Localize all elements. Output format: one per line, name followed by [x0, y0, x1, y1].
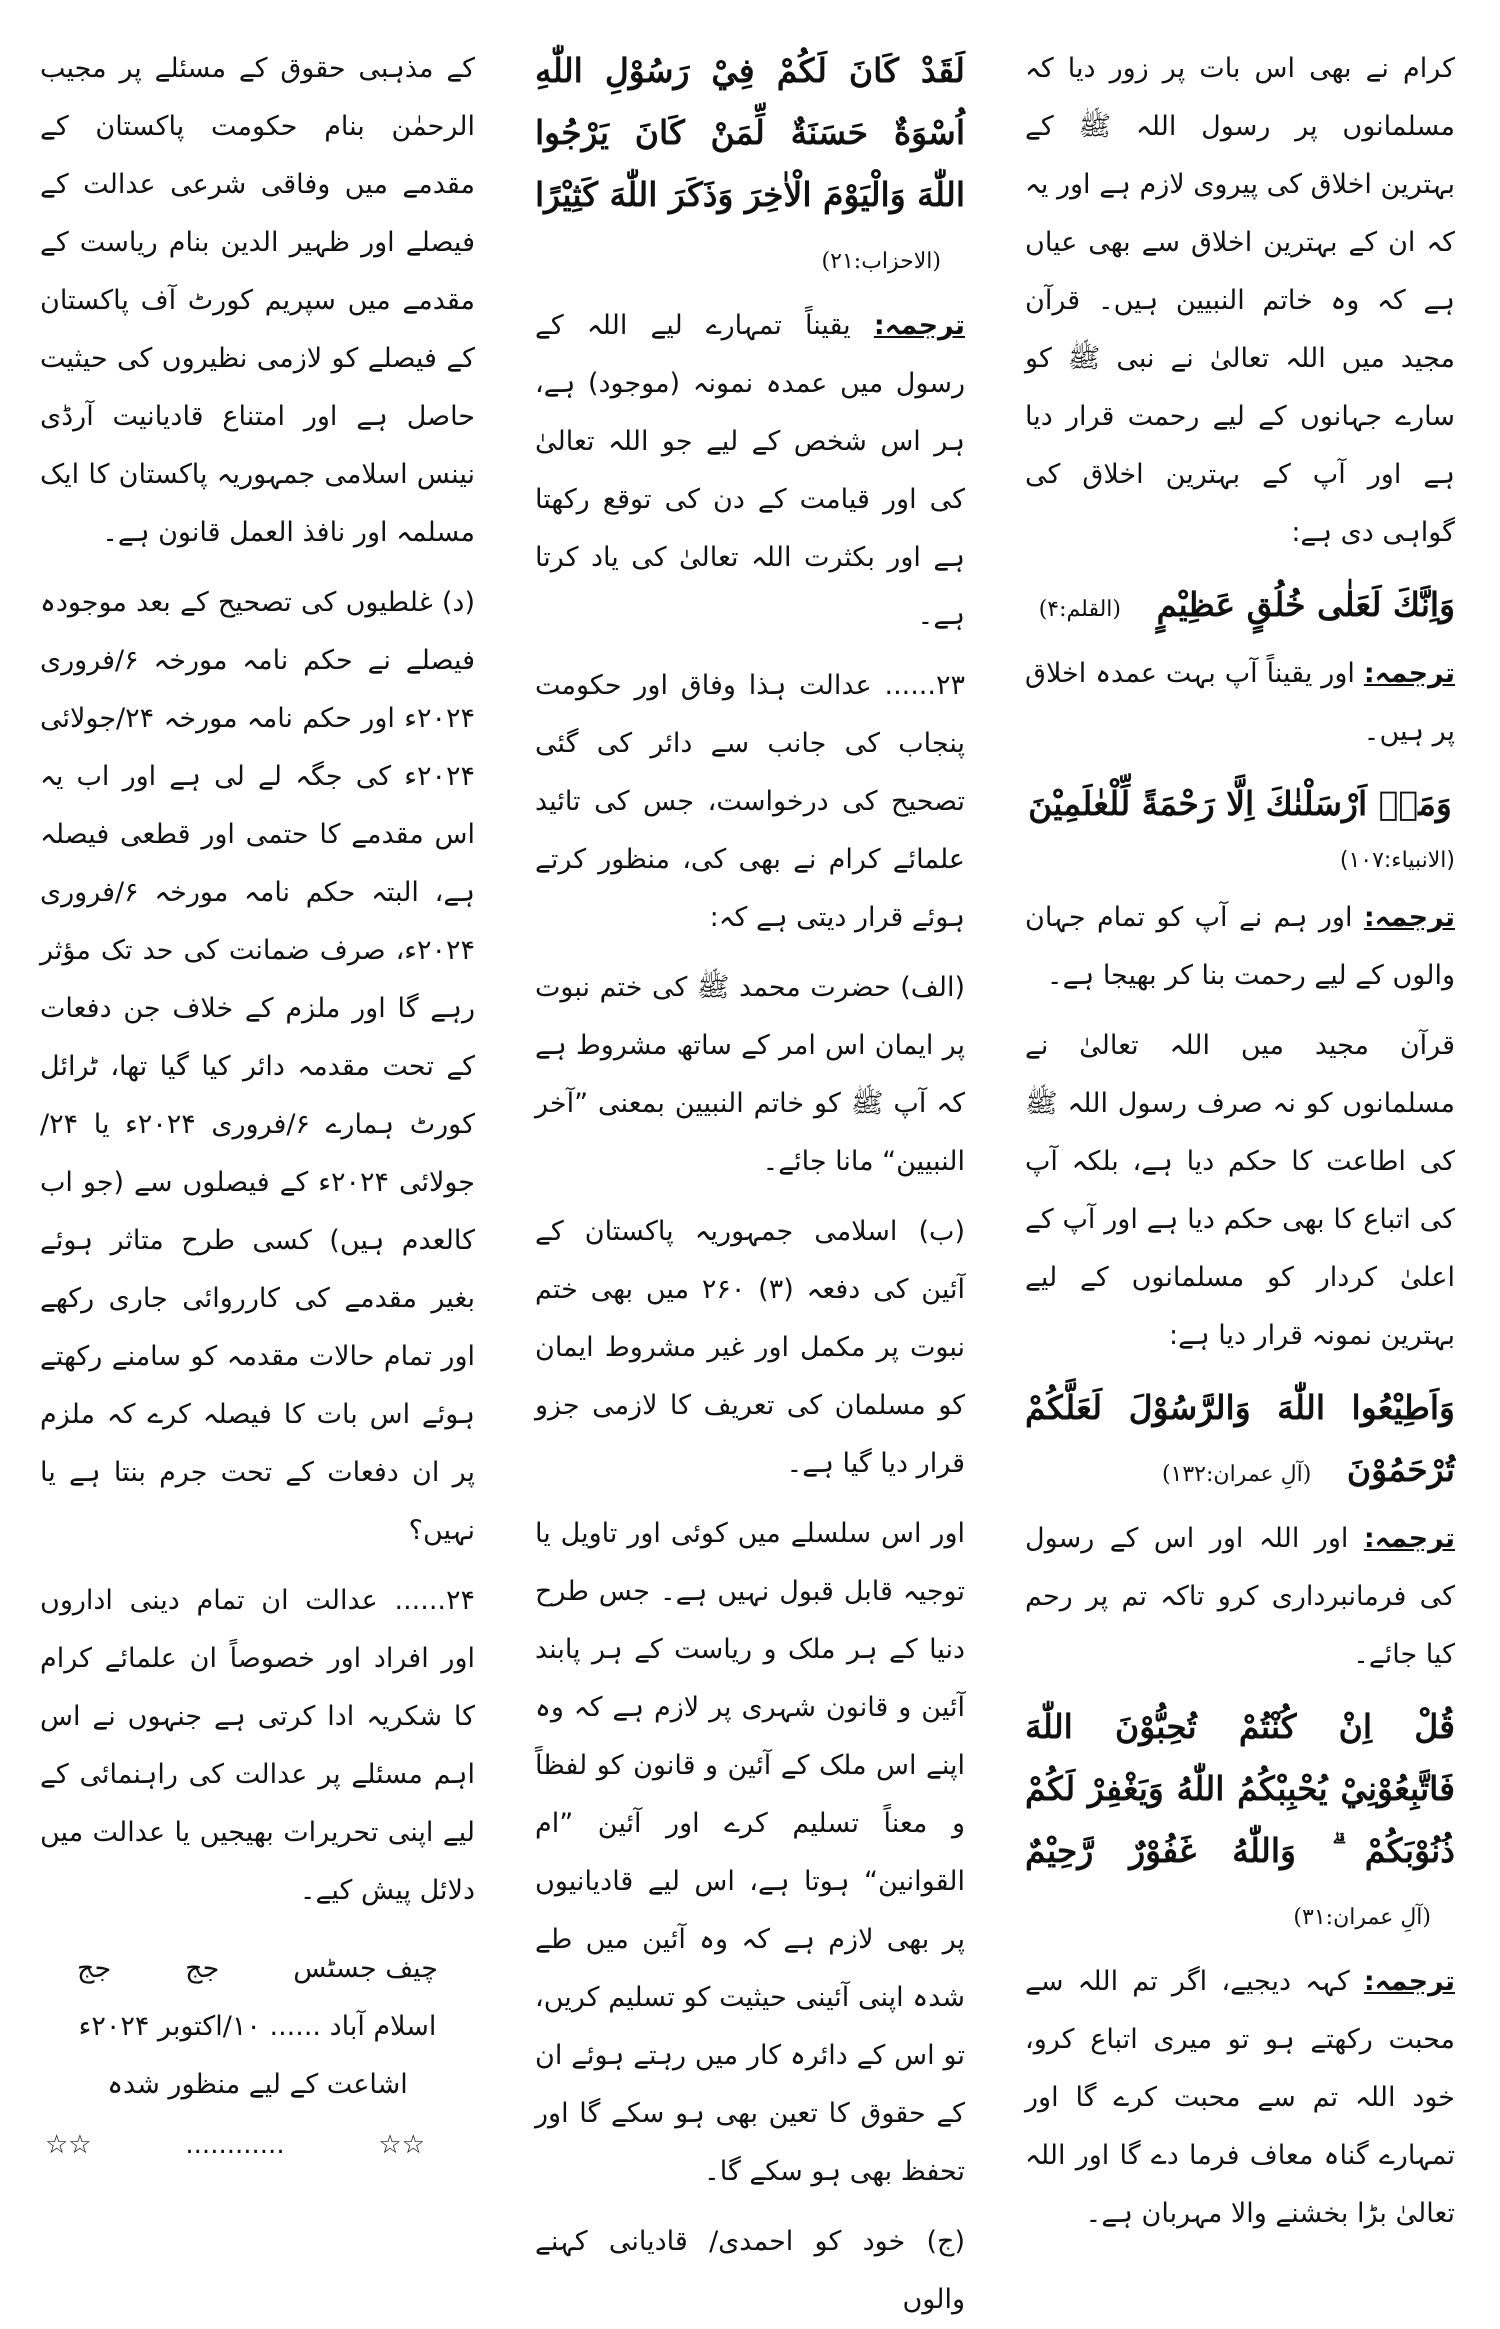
stars-icon: ☆☆: [378, 2130, 425, 2160]
paragraph-24: ۲۴...... عدالت ان تمام دینی اداروں اور افراد اور خصوصاً ان علمائے کرام کا شکریہ ادا کرتی ہے جنہوں نے اس اہم مسئلے پر عدالت کی راہنمائی کے لیے اپنی تحریرات بھیجیں یا عدالت میں دلائل پیش کیے۔: [40, 1585, 475, 1906]
translation-text: یقیناً تمہارے لیے اللہ کے رسول میں عمدہ نمونہ (موجود) ہے، ہر اس شخص کے لیے جو اللہ تعالیٰ کی اور قیامت کے دن کی توقع رکھتا ہے اور بکثرت اللہ تعالیٰ کی یاد کرتا ہے۔: [535, 310, 965, 631]
clause-daal: (د) غلطیوں کی تصحیح کے بعد موجودہ فیصلے نے حکم نامہ مورخہ ۶/فروری ۲۰۲۴ء اور حکم نامہ مورخہ ۲۴/جولائی ۲۰۲۴ء کی جگہ لے لی ہے اور اب یہ اس مقدمے کا حتمی اور قطعی فیصلہ ہے، البتہ حکم نامہ مورخہ ۶/فروری ۲۰۲۴ء، صرف ضمانت کی حد تک مؤثر رہے گا اور ملزم کے خلاف جن دفعات کے تحت مقدمہ دائر کیا گیا تھا، ٹرائل کورٹ ہمارے ۶/فروری ۲۰۲۴ء یا ۲۴/جولائی ۲۰۲۴ء کے فیصلوں سے (جو اب کالعدم ہیں) کسی طرح متاثر ہوئے بغیر مقدمے کی کارروائی جاری رکھے اور تمام حالات مقدمہ کو سامنے رکھتے ہوئے اس بات کا فیصلہ کرے کہ ملزم پر ان دفعات کے تحت جرم بنتا ہے یا نہیں؟: [40, 587, 475, 1546]
verse-text: قُلْ اِنْ كُنْتُمْ تُحِبُّوْنَ اللّٰهَ فَاتَّبِعُوْنِيْ يُحْبِبْكُمُ اللّٰهُ وَيَغْفِرْ لَكُمْ ذُنُوْبَكُمْ ۗ وَاللّٰهُ غَفُوْرٌ رَّحِيْمٌ: [1025, 1707, 1455, 1870]
translation-label: ترجمہ:: [1363, 1966, 1455, 1997]
dots-divider: ............: [185, 2130, 285, 2160]
translation: [535, 297, 965, 645]
column-right: [1025, 40, 1455, 2229]
paragraph: کے مذہبی حقوق کے مسئلے پر مجیب الرحمٰن بنام حکومت پاکستان کے مقدمے میں وفاقی شرعی عدالت کے فیصلے اور ظہیر الدین بنام ریاست کے مقدمے میں سپریم کورٹ آف پاکستان کے فیصلے کو لازمی نظیروں کی حیثیت حاصل ہے اور امتناع قادیانیت آرڈی نینس اسلامی جمہوریہ پاکستان کا ایک مسلمہ اور نافذ العمل قانون ہے۔: [40, 53, 475, 548]
translation-text: اور ہم نے آپ کو تمام جہان والوں کے لیے رحمت بنا کر بھیجا ہے۔: [1025, 902, 1455, 991]
quran-verse: [535, 40, 965, 293]
paragraph: قرآن مجید میں اللہ تعالیٰ نے مسلمانوں کو نہ صرف رسول اللہ ﷺ کی اطاعت کا حکم دیا ہے، بلکہ آپ کی اتباع کا بھی حکم دیا ہے اور آپ کے اعلیٰ کردار کو مسلمانوں کے لیے بہترین نمونہ قرار دیا ہے:: [1025, 1030, 1455, 1351]
translation-label: ترجمہ:: [1363, 902, 1455, 933]
quran-verse: [1025, 1377, 1455, 1506]
verse-reference: (الاحزاب:۲۱): [821, 249, 941, 274]
paragraph: کرام نے بھی اس بات پر زور دیا کہ مسلمانوں پر رسول اللہ ﷺ کے بہترین اخلاق کی پیروی لازم ہے اور یہ کہ ان کے بہترین اخلاق سے بھی عیاں ہے کہ وہ خاتم النبیین ہیں۔ قرآن مجید میں اللہ تعالیٰ نے نبی ﷺ کو سارے جہانوں کے لیے رحمت قرار دیا ہے اور آپ کے بہترین اخلاق کی گواہی دی ہے:: [1025, 53, 1455, 548]
translation-text: اور یقیناً آپ بہت عمدہ اخلاق پر ہیں۔: [1025, 658, 1455, 747]
verse-reference: (الانبیاء:۱۰۷): [1339, 848, 1455, 873]
verse-text: وَاِنَّكَ لَعَلٰى خُلُقٍ عَظِيْمٍ: [1156, 585, 1455, 624]
clause-alif: (الف) حضرت محمد ﷺ کی ختم نبوت پر ایمان اس امر کے ساتھ مشروط ہے کہ آپ ﷺ کو خاتم النبیین بمعنی ”آخر النبیین“ مانا جائے۔: [535, 972, 965, 1177]
quran-verse: [1025, 1696, 1455, 1949]
chief-justice-title: چیف جسٹس: [293, 1953, 438, 1984]
clause-bay: (ب) اسلامی جمہوریہ پاکستان کے آئین کی دفعہ (۳) ۲۶۰ میں بھی ختم نبوت پر مکمل اور غیر مشروط ایمان کو مسلمان کی تعریف کا لازمی جزو قرار دیا گیا ہے۔: [535, 1216, 966, 1479]
end-ornament: [45, 2130, 425, 2160]
quran-verse: [1025, 574, 1455, 641]
quran-verse: وَمَاۤ اَرْسَلْنٰكَ اِلَّا رَحْمَةً لِّلْعٰلَمِيْنَ: [1028, 784, 1452, 823]
judge-title: جج: [77, 1953, 112, 1984]
translation: [1025, 1510, 1455, 1684]
translation-label: ترجمہ:: [1363, 658, 1455, 689]
verse-reference: (القلم:۴): [1038, 597, 1121, 622]
translation: [1025, 889, 1455, 1005]
verse-reference: (آلِ عمران:۱۳۲): [1161, 1462, 1312, 1487]
approval-note: اشاعت کے لیے منظور شدہ: [107, 2069, 408, 2100]
translation: [1025, 645, 1455, 761]
translation-text: کہہ دیجیے، اگر تم اللہ سے محبت رکھتے ہو تو میری اتباع کرو، خود اللہ تم سے محبت کرے گا اور تمہارے گناہ معاف فرما دے گا اور اللہ تعالیٰ بڑا بخشنے والا مہربان ہے۔: [1025, 1966, 1455, 2229]
column-left: [40, 40, 475, 2180]
judge-title: جج: [185, 1953, 220, 1984]
signature-titles: [40, 1940, 475, 1998]
translation-label: ترجمہ:: [873, 310, 965, 341]
column-middle: [535, 40, 966, 2315]
verse-text: لَقَدْ كَانَ لَكُمْ فِيْ رَسُوْلِ اللّٰهِ اُسْوَةٌ حَسَنَةٌ لِّمَنْ كَانَ يَرْجُوا اللّٰهَ وَالْيَوْمَ الْاٰخِرَ وَذَكَرَ اللّٰهَ كَثِيْرًا: [535, 51, 965, 214]
verse-text: وَاَطِيْعُوا اللّٰهَ وَالرَّسُوْلَ لَعَلَّكُمْ تُرْحَمُوْنَ: [1025, 1388, 1455, 1489]
paragraph-23: ۲۳...... عدالت ہذا وفاق اور حکومت پنجاب کی جانب سے دائر کی گئی تصحیح کی درخواست، جس کی تائید علمائے کرام نے بھی کی، منظور کرتے ہوئے قرار دیتی ہے کہ:: [535, 670, 965, 933]
translation-text: اور اللہ اور اس کے رسول کی فرمانبرداری کرو تاکہ تم پر رحم کیا جائے۔: [1025, 1523, 1455, 1670]
place-date: اسلام آباد ...... ۱۰/اکتوبر ۲۰۲۴ء: [78, 2011, 437, 2042]
translation-label: ترجمہ:: [1363, 1523, 1455, 1554]
clause-jeem: (ج) خود کو احمدی/ قادیانی کہنے والوں: [535, 2226, 965, 2315]
verse-reference: (آلِ عمران:۳۱): [1293, 1905, 1431, 1930]
paragraph: اور اس سلسلے میں کوئی اور تاویل یا توجیہ قابل قبول نہیں ہے۔ جس طرح دنیا کے ہر ملک و ریاست کے ہر پابند آئین و قانون شہری پر لازم ہے کہ وہ اپنے اس ملک کے آئین و قانون کو لفظاً و معناً تسلیم کرے اور آئین ”ام القوانین“ ہوتا ہے، اس لیے قادیانیوں پر بھی لازم ہے کہ وہ آئین میں طے شدہ اپنی آئینی حیثیت کو تسلیم کریں، تو اس کے دائرہ کار میں رہتے ہوئے ان کے حقوق کا تعین بھی ہو سکے گا اور تحفظ بھی ہو سکے گا۔: [535, 1518, 965, 2187]
stars-icon: ☆☆: [45, 2130, 92, 2160]
